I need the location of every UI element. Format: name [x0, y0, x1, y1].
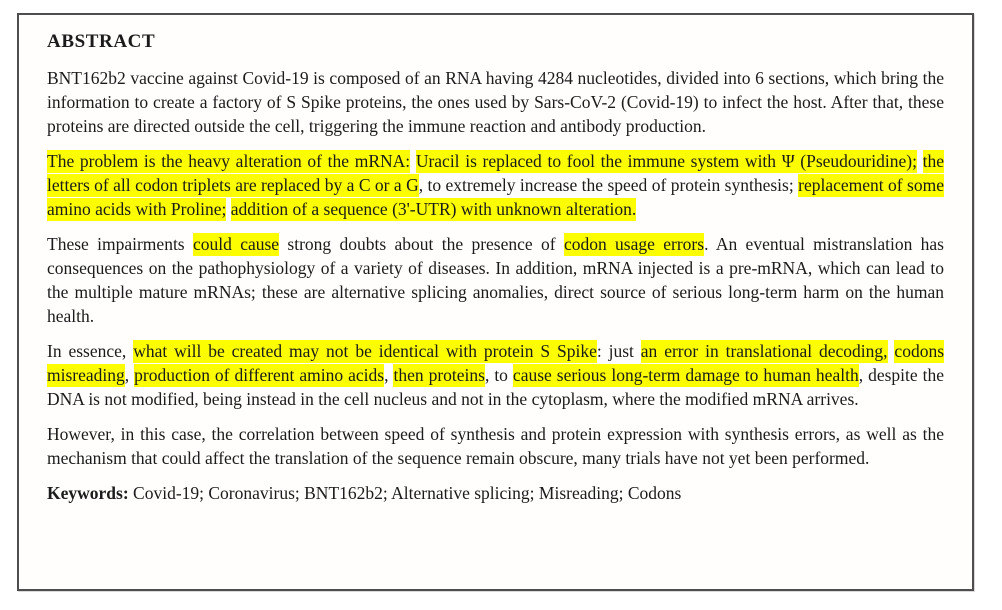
highlighted-text: production of different amino acids — [134, 365, 385, 385]
highlighted-text: an error in translational decoding, — [640, 341, 888, 361]
body-text: , — [124, 365, 135, 385]
highlighted-text: Uracil is replaced to fool the immune system with Ψ (Pseudouridine); — [415, 151, 917, 171]
abstract-paragraph — [47, 422, 944, 470]
body-text: , — [384, 365, 394, 385]
body-text — [410, 151, 416, 171]
body-text: , to extremely increase the speed of protein synthesis; — [418, 175, 799, 195]
highlighted-text: cause serious long-term damage to human health — [512, 365, 859, 385]
abstract-heading: ABSTRACT — [47, 31, 156, 52]
highlighted-text: codons misreading — [47, 341, 944, 385]
highlighted-text: The problem is the heavy alteration of the mRNA: — [47, 151, 411, 171]
body-text: , to — [484, 365, 513, 385]
body-text: These impairments — [47, 234, 193, 254]
body-text: BNT162b2 vaccine against Covid-19 is composed of an RNA having 4284 nucleotides, divided into 6 sections, which bring the information to create a factory of S Spike proteins, the ones used by Sars-CoV-2 (Covid-19) to infect the host. After that, these proteins are directed outside the cell, triggering the immune reaction and antibody production. — [47, 68, 944, 136]
keywords-label: Keywords: — [47, 483, 129, 503]
body-text: : just — [596, 341, 641, 361]
abstract-box — [17, 13, 974, 591]
highlighted-text: the letters of all codon triplets are replaced by a C or a G — [47, 151, 944, 195]
body-text: . An eventual mistranslation has consequences on the pathophysiology of a variety of diseases. In addition, mRNA injected is a pre-mRNA, which can lead to the multiple mature mRNAs; these are alternative splicing anomalies, direct source of serious long-term harm on the human health. — [47, 234, 944, 326]
body-text — [917, 151, 923, 171]
highlighted-text: replacement of some amino acids with Proline; — [47, 175, 944, 219]
body-text: However, in this case, the correlation between speed of synthesis and protein expression with synthesis errors, as well as the mechanism that could affect the translation of the sequence remain obscure, many trials have not yet been performed. — [47, 424, 944, 468]
highlighted-text: what will be created may not be identical with protein S Spike — [133, 341, 597, 361]
abstract-paragraph — [47, 66, 944, 138]
abstract-content — [19, 15, 972, 515]
highlighted-text: addition of a sequence (3'-UTR) with unknown alteration. — [230, 199, 637, 219]
abstract-paragraph — [47, 232, 944, 328]
highlighted-text: could cause — [192, 234, 280, 254]
abstract-paragraphs — [47, 66, 944, 470]
body-text: In essence, — [47, 341, 134, 361]
body-text: , despite the DNA is not modified, being instead in the cell nucleus and not in the cytoplasm, where the modified mRNA arrives. — [47, 365, 944, 409]
body-text: strong doubts about the presence of — [279, 234, 564, 254]
abstract-paragraph — [47, 339, 944, 411]
highlighted-text: then proteins — [393, 365, 485, 385]
keywords-text: Covid-19; Coronavirus; BNT162b2; Alternative splicing; Misreading; Codons — [128, 483, 682, 503]
abstract-paragraph — [47, 149, 944, 221]
keywords-line — [47, 481, 944, 505]
highlighted-text: codon usage errors — [563, 234, 705, 254]
